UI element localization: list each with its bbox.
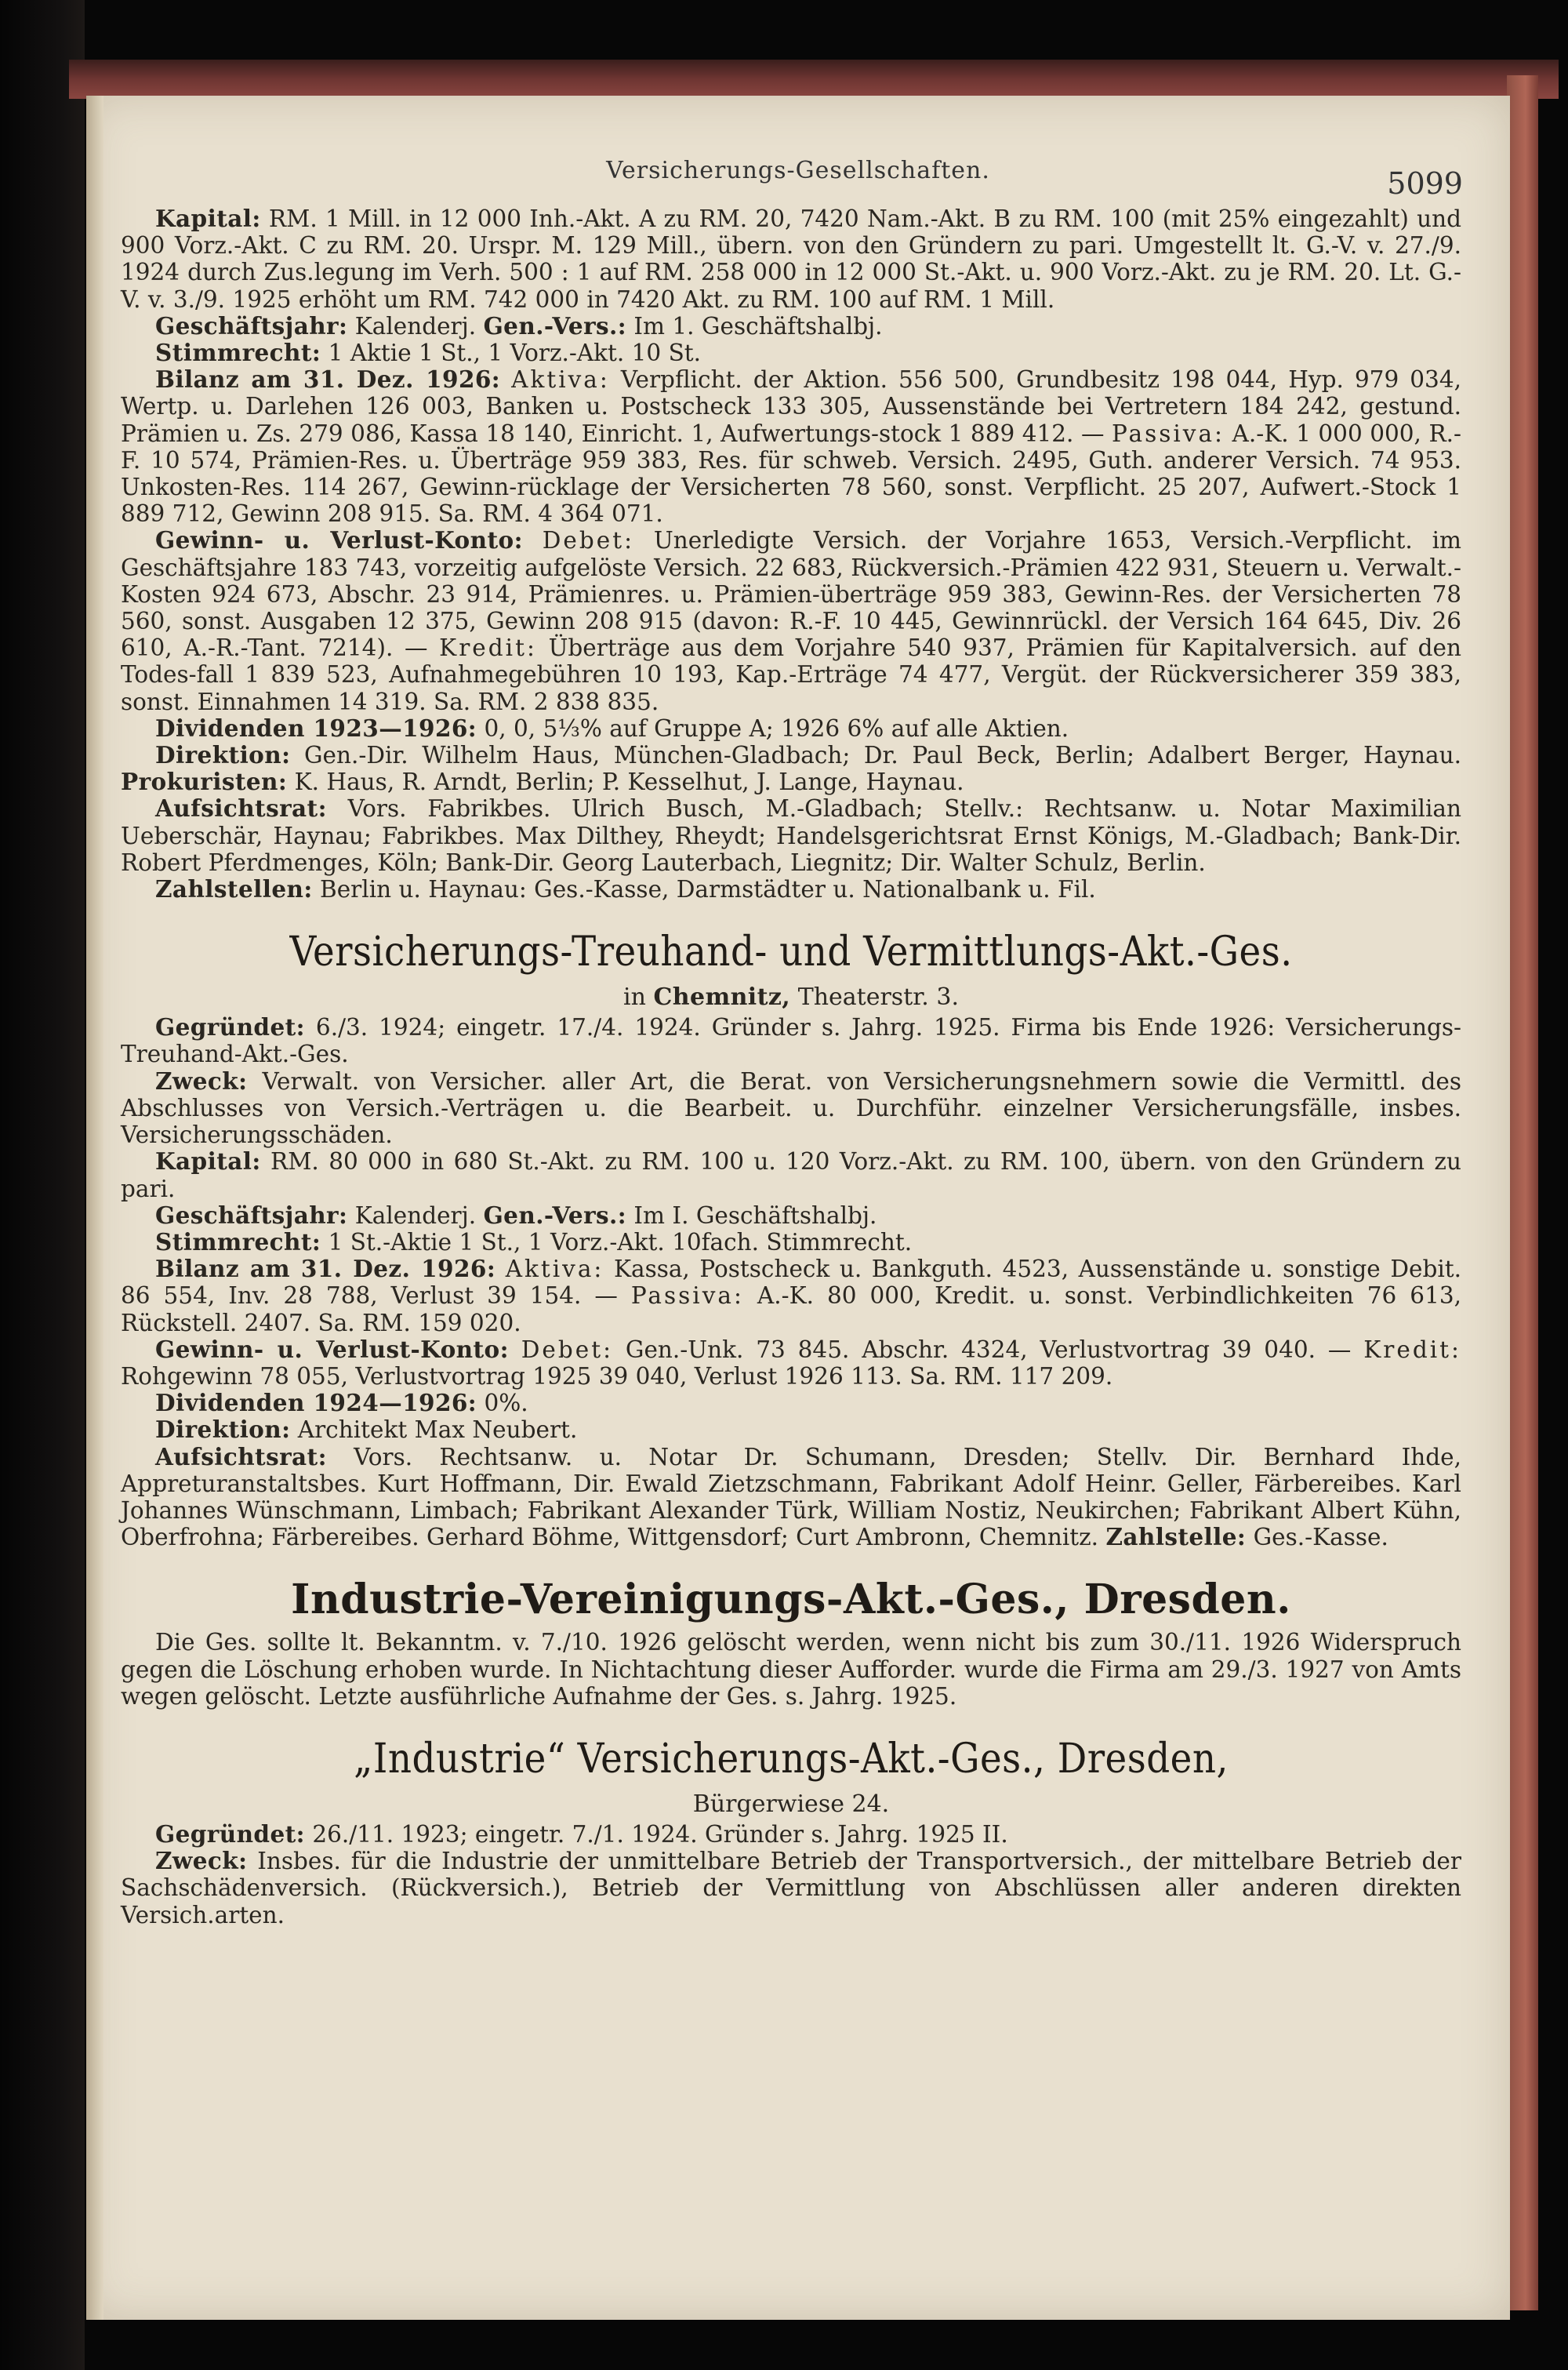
geschaeftsjahr-paragraph (121, 1202, 1461, 1229)
guv-paragraph (121, 527, 1461, 714)
page-content (121, 205, 1461, 1928)
stimmrecht-text: 1 Aktie 1 St., 1 Vorz.-Akt. 10 St. (328, 340, 702, 367)
entry-location (121, 981, 1461, 1014)
gegruendet-label: Gegründet: (155, 1819, 305, 1848)
debet-label: Debet: (542, 527, 635, 554)
passiva-label: Passiva: (630, 1282, 744, 1310)
zweck-paragraph (121, 1848, 1461, 1928)
entry-industrie-vereinigungs (121, 1572, 1461, 1710)
direktion-paragraph (121, 742, 1461, 795)
kapital-text: RM. 1 Mill. in 12 000 Inh.-Akt. A zu RM. 20, 7420 Nam.-Akt. B zu RM. 100 (mit 25% eingezahlt) und 900 Vorz.-Akt. C zu RM. 20. Urspr. M. 129 Mill., übern. von den Gründern zu pari. Umgestellt lt. G.-V. v. 27./9. 1924 durch Zus.legung im Verh. 500 : 1 auf RM. 258 000 in 12 000 St.-Akt. u. 900 Vorz.-Akt. zu je RM. 20. Lt. G.-V. v. 3./9. 1925 erhöht um RM. 742 000 in 7420 Akt. zu RM. 100 auf RM. 1 Mill. (121, 205, 1461, 313)
zweck-label: Zweck: (155, 1847, 248, 1875)
dividenden-label: Dividenden 1924—1926: (155, 1389, 477, 1417)
book-binding-top (69, 60, 1559, 99)
direktion-label: Direktion: (155, 741, 291, 769)
kapital-text: RM. 80 000 in 680 St.-Akt. zu RM. 100 u. 120 Vorz.-Akt. zu RM. 100, übern. von den Gründern zu pari. (121, 1148, 1461, 1202)
bilanz-passiva-text: A.-K. 1 000 000, R.-F. 10 574, Prämien-Res. u. Überträge 959 383, Res. für schweb. Versich. 2495, Guth. anderer Versich. 74 953. Unkosten-Res. 114 267, Gewinn-rücklage der Versicherten 78 560, sonst. Verpflicht. 25 207, Aufwert.-Stock 1 889 712, Gewinn 208 915. Sa. RM. 4 364 071. (121, 420, 1462, 528)
gegruendet-text: 6./3. 1924; eingetr. 17./4. 1924. Gründer s. Jahrg. 1925. Firma bis Ende 1926: Versicherungs-Treuhand-Akt.-Ges. (121, 1014, 1461, 1068)
bilanz-aktiva-text: Kassa, Postscheck u. Bankguth. 4523, Aussenstände u. sonstige Debit. 86 554, Inv. 28 788, Verlust 39 154. — (121, 1256, 1461, 1310)
bilanz-paragraph (121, 366, 1461, 527)
entry-industrie-versicherungs (121, 1732, 1461, 1928)
guv-kredit-text: Rohgewinn 78 055, Verlustvortrag 1925 39 040, Verlust 1926 113. Sa. RM. 117 209. (121, 1362, 1113, 1390)
gen-vers-label: Gen.-Vers.: (483, 1201, 627, 1229)
gen-vers-text: Im I. Geschäftshalbj. (633, 1201, 877, 1229)
geschaeftsjahr-text: Kalenderj. (354, 1201, 477, 1229)
stimmrecht-label: Stimmrecht: (155, 1227, 321, 1256)
geschaeftsjahr-label: Geschäftsjahr: (155, 1201, 348, 1229)
book-binding-right (1507, 75, 1538, 2310)
kredit-label: Kredit: (439, 634, 537, 662)
zweck-paragraph (121, 1068, 1461, 1149)
entry-title: Industrie-Vereinigungs-Akt.-Ges., Dresden. (291, 1576, 1291, 1624)
gen-vers-label: Gen.-Vers.: (483, 311, 627, 340)
stimmrecht-paragraph (121, 340, 1461, 366)
entry-title: „Industrie“ Versicherungs-Akt.-Ges., Dresden, (354, 1735, 1229, 1783)
document-page (86, 96, 1510, 2320)
zweck-text: Insbes. für die Industrie der unmittelbare Betrieb der Transportversich., der mittelbare Betrieb der Sachschädenversich. (Rückversich.), Betrieb der Vermittlung von Abschlüssen aller anderen direkten Versich.arten. (121, 1848, 1461, 1928)
stimmrecht-label: Stimmrecht: (155, 339, 321, 367)
book-binding-left (0, 0, 85, 2370)
direktion-text: Architekt Max Neubert. (297, 1416, 578, 1444)
passiva-label: Passiva: (1111, 420, 1225, 447)
gegruendet-text: 26./11. 1923; eingetr. 7./1. 1924. Gründer s. Jahrg. 1925 II. (312, 1820, 1008, 1848)
gegruendet-label: Gegründet: (155, 1013, 305, 1041)
aktiva-label: Aktiva: (511, 366, 610, 394)
zahlstellen-paragraph (121, 876, 1461, 903)
location-prefix: in (623, 983, 646, 1012)
bilanz-label: Bilanz am 31. Dez. 1926: (155, 365, 501, 394)
kapital-label: Kapital: (155, 1147, 261, 1176)
zahlstellen-text: Berlin u. Haynau: Ges.-Kasse, Darmstädter u. Nationalbank u. Fil. (320, 876, 1096, 903)
kapital-paragraph (121, 1148, 1461, 1201)
dividenden-label: Dividenden 1923—1926: (155, 714, 477, 742)
zweck-label: Zweck: (155, 1067, 248, 1095)
entry-title: Versicherungs-Treuhand- und Vermittlungs-Akt.-Ges. (289, 929, 1293, 976)
guv-debet-text: Gen.-Unk. 73 845. Abschr. 4324, Verlustvortrag 39 040. — (625, 1336, 1352, 1363)
page-gutter (86, 96, 103, 2320)
aufsichtsrat-label: Aufsichtsrat: (155, 794, 327, 823)
page-header (86, 157, 1510, 204)
geschaeftsjahr-text: Kalenderj. (354, 312, 477, 340)
kredit-label: Kredit: (1363, 1336, 1461, 1363)
guv-debet-text: Unerledigte Versich. der Vorjahre 1653, Versich.-Verpflicht. im Geschäftsjahre 183 743, vorzeitig aufgelöste Versich. 22 683, Rückversich.-Prämien 422 931, Steuern u. Verwalt.-Kosten 924 673, Abschr. 23 914, Prämienres. u. Prämien-überträge 959 383, Gewinn-Res. der Versicherten 78 560, sonst. Ausgaben 12 375, Gewinn 208 915 (davon: R.-F. 10 445, Gewinnrückl. der Versich 164 645, Div. 26 610, A.-R.-Tant. 7214). — (121, 527, 1461, 662)
gegruendet-paragraph (121, 1014, 1461, 1067)
direktion-text: Gen.-Dir. Wilhelm Haus, München-Gladbach; Dr. Paul Beck, Berlin; Adalbert Berger, Haynau. (303, 742, 1461, 769)
gen-vers-text: Im 1. Geschäftshalbj. (633, 312, 883, 340)
aufsichtsrat-paragraph (121, 795, 1461, 876)
debet-label: Debet: (521, 1336, 614, 1363)
gegruendet-paragraph (121, 1821, 1461, 1848)
aufsichtsrat-paragraph (121, 1444, 1461, 1551)
entry-continuation (121, 205, 1461, 903)
page-number: 5099 (1387, 166, 1463, 201)
direktion-label: Direktion: (155, 1416, 291, 1444)
zahlstelle-text: Ges.-Kasse. (1253, 1524, 1388, 1551)
prokuristen-label: Prokuristen: (121, 768, 288, 796)
bilanz-passiva-text: A.-K. 80 000, Kredit. u. sonst. Verbindlichkeiten 76 613, Rückstell. 2407. Sa. RM. 159 020. (121, 1282, 1461, 1336)
location-street: Theaterstr. 3. (797, 983, 959, 1012)
dividenden-paragraph (121, 1390, 1461, 1416)
running-head: Versicherungs-Gesellschaften. (606, 157, 990, 184)
guv-label: Gewinn- u. Verlust-Konto: (155, 1335, 509, 1363)
guv-kredit-text: Überträge aus dem Vorjahre 540 937, Prämien für Kapitalversich. auf den Todes-fall 1 839 523, Aufnahmegebühren 10 193, Kap.-Erträge 74 477, Vergüt. der Rückversicherer 359 383, sonst. Einnahmen 14 319. Sa. RM. 2 838 835. (121, 634, 1461, 715)
guv-label: Gewinn- u. Verlust-Konto: (155, 526, 523, 554)
aufsichtsrat-text: Vors. Fabrikbes. Ulrich Busch, M.-Gladbach; Stellv.: Rechtsanw. u. Notar Maximilian Ueberschär, Haynau; Fabrikbes. Max Dilthey, Rheydt; Handelsgerichtsrat Ernst Königs, M.-Gladbach; Bank-Dir. Robert Pferdmenges, Köln; Bank-Dir. Georg Lauterbach, Liegnitz; Dir. Walter Schulz, Berlin. (121, 795, 1461, 876)
stimmrecht-text: 1 St.-Aktie 1 St., 1 Vorz.-Akt. 10fach. Stimmrecht. (328, 1228, 913, 1256)
guv-paragraph (121, 1336, 1461, 1390)
dividenden-text: 0%. (484, 1390, 528, 1417)
bilanz-label: Bilanz am 31. Dez. 1926: (155, 1255, 496, 1283)
entry-address: Bürgerwiese 24. (692, 1790, 890, 1818)
zweck-text: Verwalt. von Versicher. aller Art, die Berat. von Versicherungsnehmern sowie die Vermittl. des Abschlusses von Versich.-Verträgen u. die Bearbeit. u. Durchführ. einzelner Versicherungsfälle, insbes. Versicherungsschäden. (121, 1067, 1461, 1149)
dividenden-text: 0, 0, 5⅓% auf Gruppe A; 1926 6% auf alle Aktien. (484, 714, 1069, 742)
kapital-paragraph (121, 205, 1461, 313)
zahlstellen-label: Zahlstellen: (155, 875, 313, 903)
location-city: Chemnitz, (653, 983, 791, 1012)
zahlstelle-label: Zahlstelle: (1105, 1523, 1247, 1551)
aktiva-label: Aktiva: (505, 1256, 604, 1283)
dividenden-paragraph (121, 715, 1461, 742)
bilanz-paragraph (121, 1256, 1461, 1336)
geschaeftsjahr-label: Geschäftsjahr: (155, 311, 348, 340)
aufsichtsrat-text: Vors. Rechtsanw. u. Notar Dr. Schumann, Dresden; Stellv. Dir. Bernhard Ihde, Appreturanstaltsbes. Kurt Hoffmann, Dir. Ewald Zietzschmann, Fabrikant Adolf Heinr. Geller, Färbereibes. Karl Johannes Wünschmann, Limbach; Fabrikant Alexander Türk, William Nostiz, Neukirchen; Fabrikant Albert Kühn, Oberfrohna; Färbereibes. Gerhard Böhme, Wittgensdorf; Curt Ambronn, Chemnitz. (121, 1443, 1461, 1551)
entry-versicherungs-treuhand (121, 925, 1461, 1550)
aufsichtsrat-label: Aufsichtsrat: (155, 1442, 327, 1470)
loeschung-paragraph: Die Ges. sollte lt. Bekanntm. v. 7./10. 1926 gelöscht werden, wenn nicht bis zum 30./11. 1926 Widerspruch gegen die Löschung erhoben wurde. In Nichtachtung dieser Aufforder. wurde die Firma am 29./3. 1927 von Amts wegen gelöscht. Letzte ausführliche Aufnahme der Ges. s. Jahrg. 1925. (121, 1629, 1461, 1710)
direktion-paragraph (121, 1416, 1461, 1443)
stimmrecht-paragraph (121, 1229, 1461, 1256)
geschaeftsjahr-paragraph (121, 313, 1461, 340)
kapital-label: Kapital: (155, 205, 261, 232)
prokuristen-text: K. Haus, R. Arndt, Berlin; P. Kesselhut, J. Lange, Haynau. (294, 769, 964, 796)
bilanz-aktiva-text: Verpflicht. der Aktion. 556 500, Grundbesitz 198 044, Hyp. 979 034, Wertp. u. Darlehen 126 003, Banken u. Postscheck 133 305, Aussenstände bei Vertretern 184 242, gestund. Prämien u. Zs. 279 086, Kassa 18 140, Einricht. 1, Aufwertungs-stock 1 889 412. — (121, 366, 1461, 447)
